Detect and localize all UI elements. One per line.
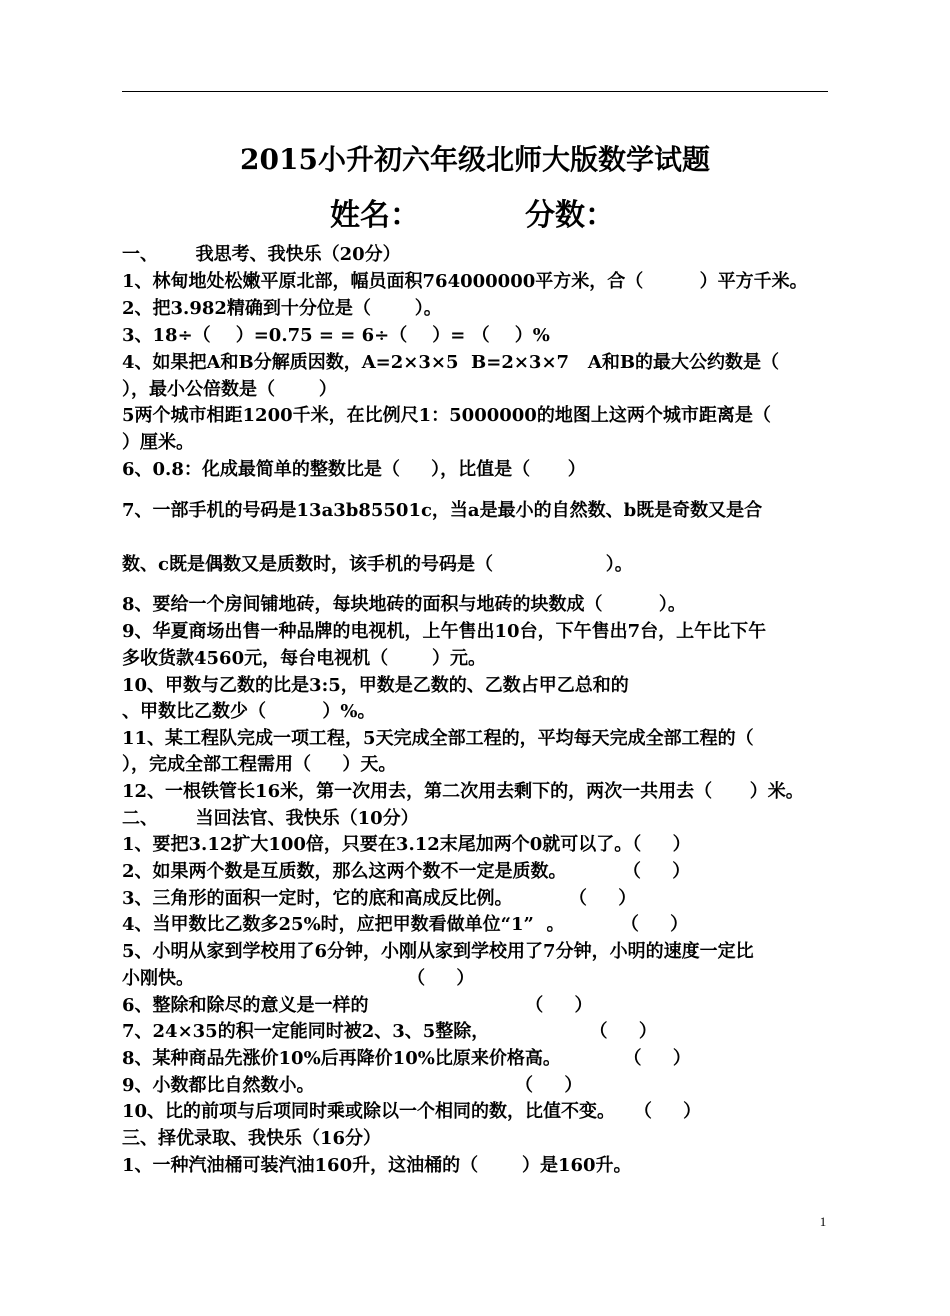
question-line: 9、华夏商场出售一种品牌的电视机，上午售出10台，下午售出7台，上午比下午 [122,621,767,642]
question-line: 4、如果把A和B分解质因数，A=2×3×5 B=2×3×7 A和B的最大公约数是（ [122,352,780,373]
section-heading-3: 三、择优录取、我快乐（16分） [122,1128,382,1149]
question-line: 10、甲数与乙数的比是3:5，甲数是乙数的、乙数占甲乙总和的 [122,675,629,696]
question-line: 、甲数比乙数少（ ）%。 [122,701,376,722]
question-line: 8、某种商品先涨价10%后再降价10%比原来价格高。 （ ） [122,1048,691,1069]
question-line: 5、小明从家到学校用了6分钟，小刚从家到学校用了7分钟，小明的速度一定比 [122,941,754,962]
question-line: 12、一根铁管长16米，第一次用去，第二次用去剩下的，两次一共用去（ ）米。 [122,781,804,802]
question-line: 3、三角形的面积一定时，它的底和高成反比例。 （ ） [122,888,637,909]
question-line: 数、c既是偶数又是质数时，该手机的号码是（ ）。 [122,554,633,575]
question-line: 6、整除和除尽的意义是一样的 （ ） [122,995,593,1016]
question-line: 11、某工程队完成一项工程，5天完成全部工程的，平均每天完成全部工程的（ [122,728,754,749]
question-line: 小刚快。 （ ） [122,968,475,989]
question-line: 5两个城市相距1200千米，在比例尺1：5000000的地图上这两个城市距离是（ [122,405,771,426]
header-rule [122,91,828,92]
section-heading-2: 二、 当回法官、我快乐（10分） [122,808,419,829]
question-line: 1、一种汽油桶可装汽油160升，这油桶的（ ）是160升。 [122,1155,632,1176]
page-title: 2015小升初六年级北师大版数学试题 [240,143,710,176]
score-label: 分数： [525,198,615,233]
question-line: 1、林甸地处松嫩平原北部，幅员面积764000000平方米，合（ ）平方千米。 [122,271,808,292]
question-line: ）厘米。 [122,432,194,453]
question-line: 多收货款4560元，每台电视机（ ）元。 [122,648,486,669]
question-line: ），最小公倍数是（ ） [122,379,337,400]
question-line: 6、0.8：化成最简单的整数比是（ ），比值是（ ） [122,459,586,480]
name-label: 姓名： [330,198,420,233]
question-line: 10、比的前项与后项同时乘或除以一个相同的数，比值不变。 （ ） [122,1101,702,1122]
page-number: 1 [819,1214,827,1229]
question-line: 8、要给一个房间铺地砖，每块地砖的面积与地砖的块数成（ ）。 [122,594,686,615]
question-line: 7、一部手机的号码是13a3b85501c，当a是最小的自然数、b既是奇数又是合 [122,500,763,521]
question-line: 9、小数都比自然数小。 （ ） [122,1075,583,1096]
section-heading-1: 一、 我思考、我快乐（20分） [122,244,401,265]
question-line: ），完成全部工程需用（ ）天。 [122,754,397,775]
question-line: 2、如果两个数是互质数，那么这两个数不一定是质数。 （ ） [122,861,691,882]
question-line: 7、24×35的积一定能同时被2、3、5整除， （ ） [122,1021,657,1042]
question-line: 3、18÷（ ）=0.75 = = 6÷（ ）= （ ）% [122,325,550,346]
question-line: 2、把3.982精确到十分位是（ ）。 [122,298,442,319]
question-line: 1、要把3.12扩大100倍，只要在3.12末尾加两个0就可以了。（ ） [122,834,691,855]
question-line: 4、当甲数比乙数多25%时，应把甲数看做单位“1” 。 （ ） [122,914,689,935]
